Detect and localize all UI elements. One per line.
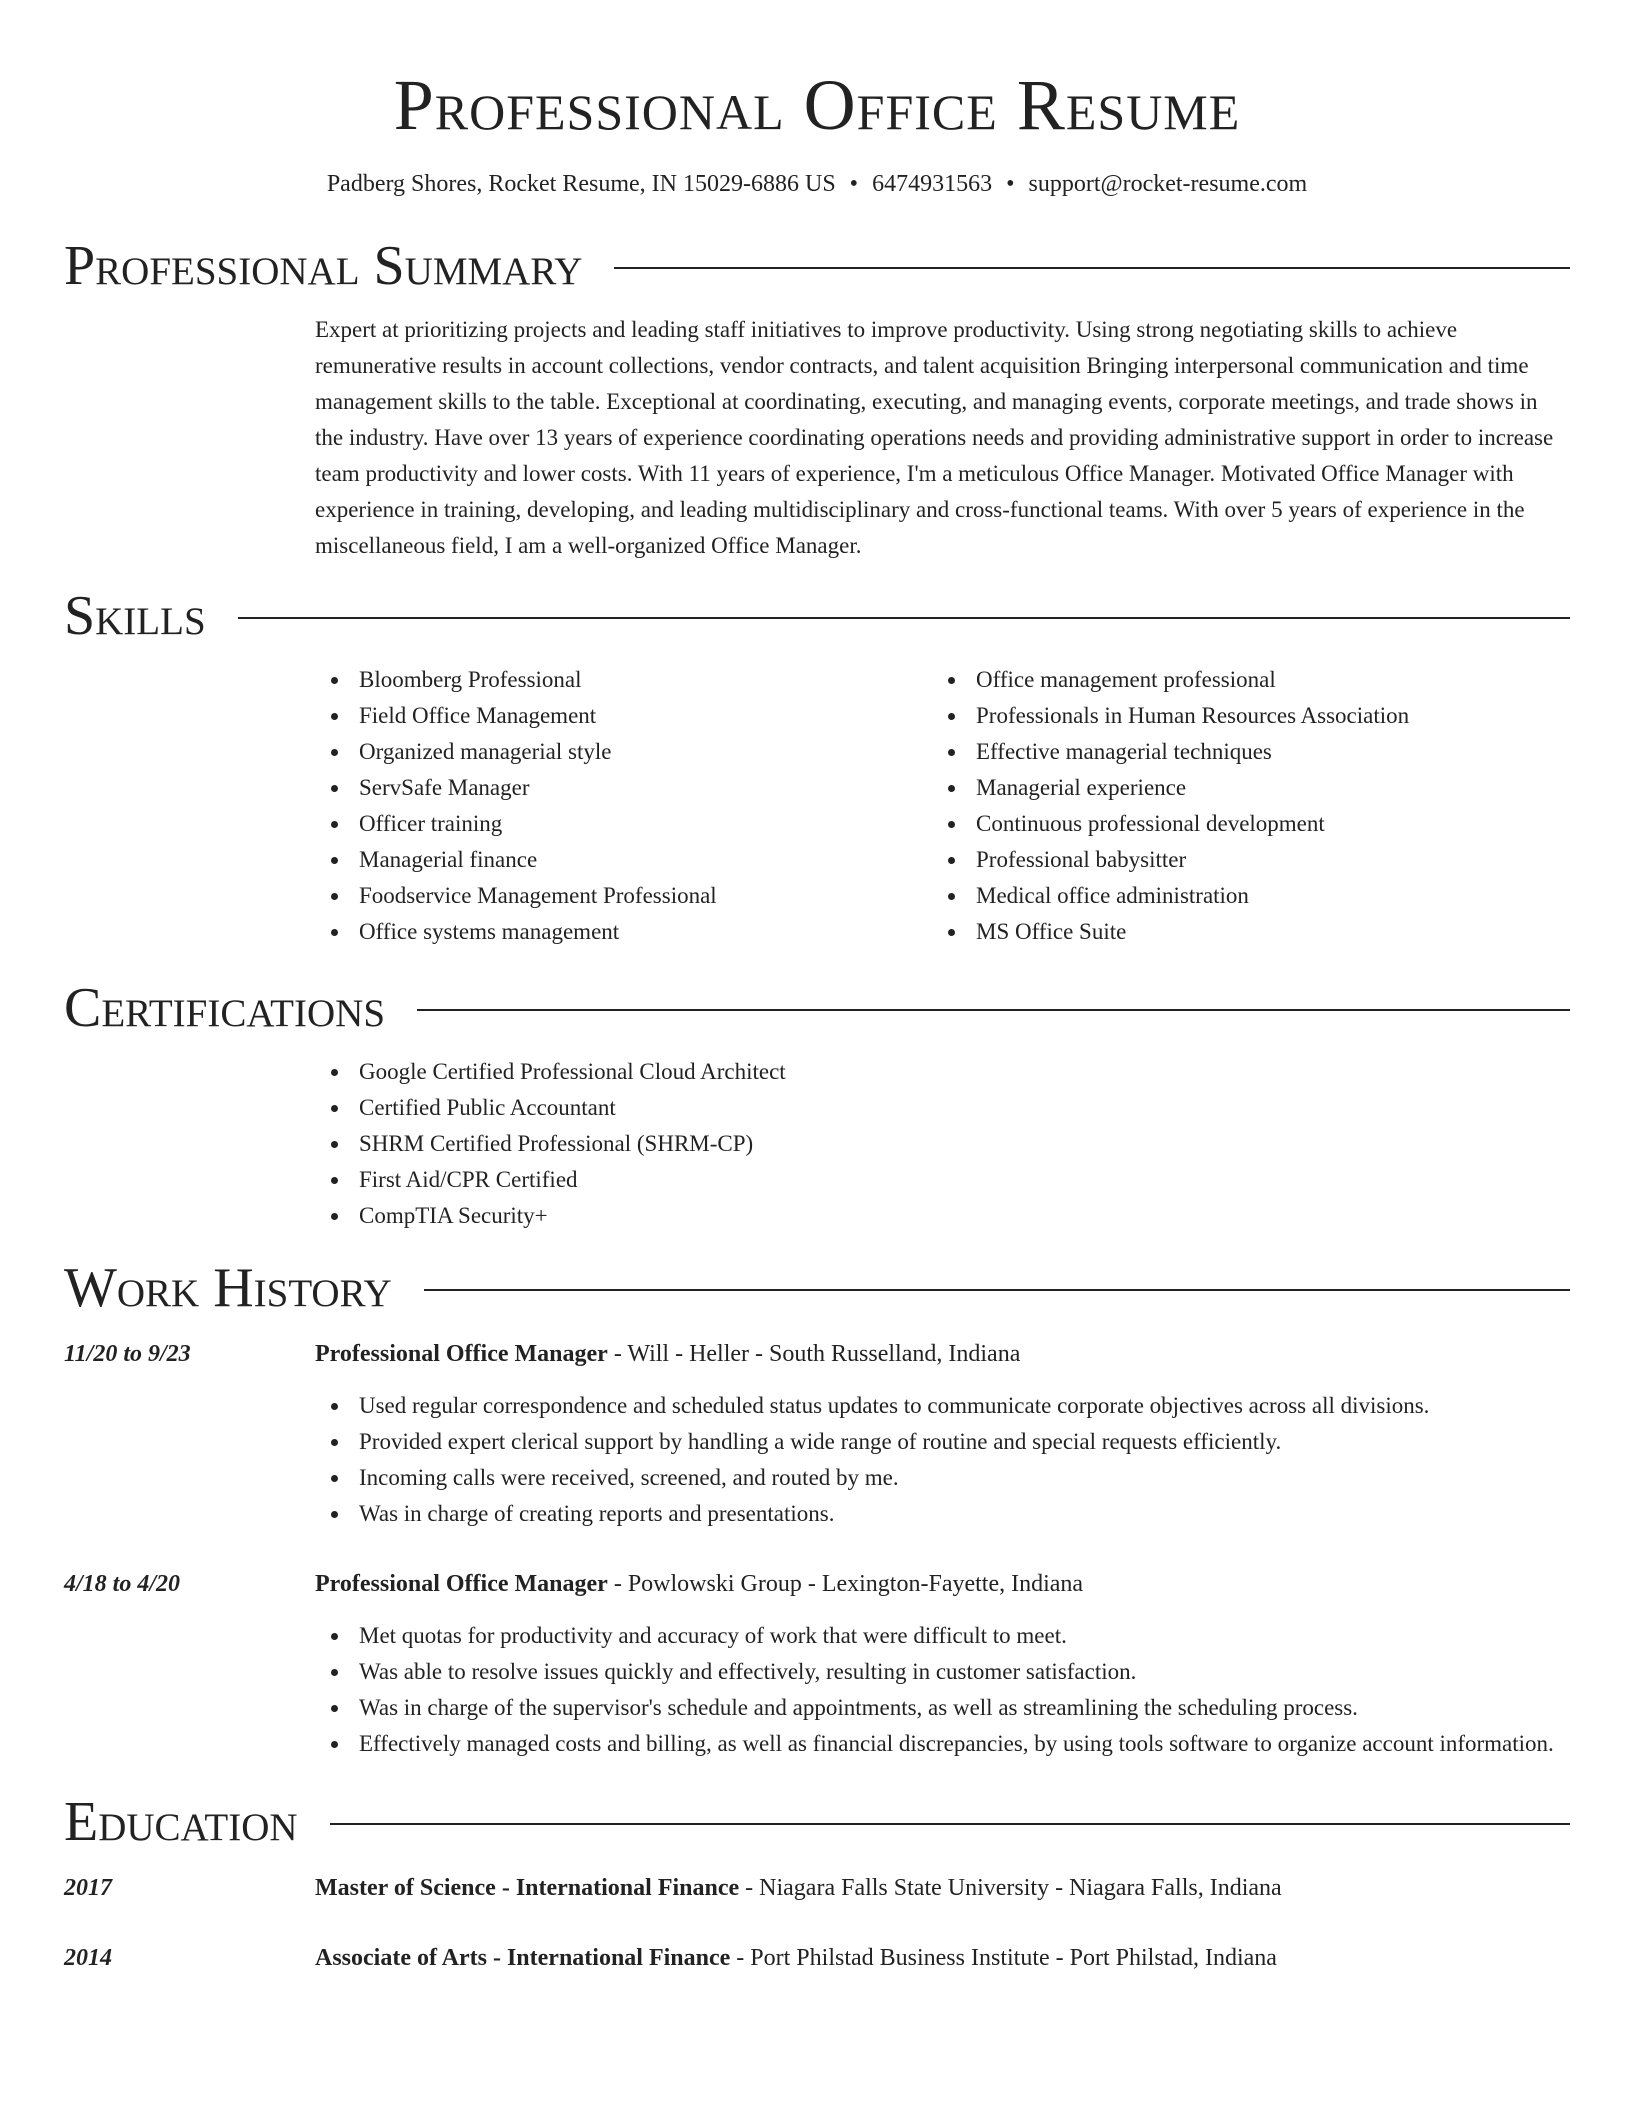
resume-name: Professional Office Resume xyxy=(393,65,1241,145)
contact-email: support@rocket-resume.com xyxy=(1028,171,1308,197)
certifications-section xyxy=(315,1054,1570,1234)
education-year: 2017 xyxy=(64,1875,112,1901)
skill-item: MS Office Suite xyxy=(976,914,1549,950)
job-dates: 11/20 to 9/23 xyxy=(64,1341,191,1367)
certification-item: Google Certified Professional Cloud Architect xyxy=(359,1054,1570,1090)
contact-separator: • xyxy=(849,171,859,197)
skill-item: Managerial finance xyxy=(359,842,932,878)
job-title-line xyxy=(315,1336,1570,1372)
section-divider xyxy=(424,1289,1570,1291)
skill-item: Office systems management xyxy=(359,914,932,950)
skill-item: Professional babysitter xyxy=(976,842,1549,878)
certification-item: First Aid/CPR Certified xyxy=(359,1162,1570,1198)
education-heading: Education xyxy=(64,1791,298,1853)
education-details xyxy=(315,1870,1570,1906)
contact-phone: 6474931563 xyxy=(872,171,993,197)
summary-text: Expert at prioritizing projects and leading staff initiatives to improve productivity. Using strong negotiating skills to achieve remunerative results in account collections, vendor contracts, and talent acquisition Bringing interpersonal communication and time management skills to the table. Exceptional at coordinating, executing, and managing events, corporate meetings, and trade shows in the industry. Have over 13 years of experience coordinating operations needs and providing administrative support in order to increase team productivity and lower costs. With 11 years of experience, I'm a meticulous Office Manager. Motivated Office Manager with experience in training, developing, and leading multidisciplinary and cross-functional teams. With over 5 years of experience in the miscellaneous field, I am a well-organized Office Manager. xyxy=(315,317,1554,558)
summary-section-header xyxy=(64,234,1570,298)
certifications-section-header xyxy=(64,976,1570,1040)
skill-item: Office management professional xyxy=(976,662,1549,698)
section-divider xyxy=(614,267,1570,269)
work-section-header xyxy=(64,1256,1570,1320)
skill-item: Organized managerial style xyxy=(359,734,932,770)
work-heading: Work History xyxy=(64,1257,392,1319)
certification-item: SHRM Certified Professional (SHRM-CP) xyxy=(359,1126,1570,1162)
job-title: Professional Office Manager xyxy=(315,1571,608,1597)
skill-item: Professionals in Human Resources Association xyxy=(976,698,1549,734)
skill-item: Effective managerial techniques xyxy=(976,734,1549,770)
skill-item: Bloomberg Professional xyxy=(359,662,932,698)
contact-line xyxy=(64,168,1570,200)
summary-section xyxy=(315,312,1570,564)
skills-list-left xyxy=(315,662,932,950)
job-bullet: Met quotas for productivity and accuracy of work that were difficult to meet. xyxy=(359,1618,1570,1654)
section-divider xyxy=(238,617,1570,619)
job-bullet: Was in charge of the supervisor's schedule and appointments, as well as streamlining the scheduling process. xyxy=(359,1690,1570,1726)
education-section-header xyxy=(64,1790,1570,1854)
skills-column-left xyxy=(315,662,932,950)
job-title-line xyxy=(315,1566,1570,1602)
job-employer: - Will - Heller - South Russelland, Indiana xyxy=(607,1341,1021,1367)
education-school: - Port Philstad Business Institute - Port Philstad, Indiana xyxy=(730,1945,1277,1971)
skill-item: Medical office administration xyxy=(976,878,1549,914)
skills-column-right xyxy=(932,662,1549,950)
skills-section xyxy=(315,662,1570,950)
education-details xyxy=(315,1940,1570,1976)
education-entry xyxy=(64,1940,1570,1976)
education-line xyxy=(315,1870,1570,1906)
job-details xyxy=(315,1566,1570,1762)
job-employer: - Powlowski Group - Lexington-Fayette, Indiana xyxy=(607,1571,1084,1597)
education-line xyxy=(315,1940,1570,1976)
skill-item: Managerial experience xyxy=(976,770,1549,806)
skills-grid xyxy=(315,662,1570,950)
education-entry xyxy=(64,1870,1570,1906)
education-school: - Niagara Falls State University - Niagara Falls, Indiana xyxy=(739,1875,1282,1901)
job-bullet: Used regular correspondence and scheduled status updates to communicate corporate objectives across all divisions. xyxy=(359,1388,1570,1424)
education-degree: Associate of Arts - International Finance xyxy=(315,1945,731,1971)
contact-address: Padberg Shores, Rocket Resume, IN 15029-6886 US xyxy=(326,171,836,197)
job-bullet: Effectively managed costs and billing, as well as financial discrepancies, by using tools software to organize account information. xyxy=(359,1726,1570,1762)
job-entry xyxy=(64,1336,1570,1532)
certification-item: Certified Public Accountant xyxy=(359,1090,1570,1126)
job-bullets xyxy=(315,1618,1570,1762)
skill-item: Officer training xyxy=(359,806,932,842)
certifications-list xyxy=(315,1054,1570,1234)
resume-page xyxy=(64,0,1570,1976)
skill-item: Field Office Management xyxy=(359,698,932,734)
skill-item: Continuous professional development xyxy=(976,806,1549,842)
education-year: 2014 xyxy=(64,1945,112,1971)
job-entry xyxy=(64,1566,1570,1762)
section-divider xyxy=(417,1009,1570,1011)
job-bullet: Provided expert clerical support by handling a wide range of routine and special requests efficiently. xyxy=(359,1424,1570,1460)
skills-section-header xyxy=(64,584,1570,648)
job-bullets xyxy=(315,1388,1570,1532)
job-title: Professional Office Manager xyxy=(315,1341,608,1367)
job-bullet: Incoming calls were received, screened, and routed by me. xyxy=(359,1460,1570,1496)
education-degree: Master of Science - International Finance xyxy=(315,1875,740,1901)
summary-heading: Professional Summary xyxy=(64,235,583,297)
certifications-heading: Certifications xyxy=(64,977,386,1039)
section-divider xyxy=(330,1823,1570,1825)
certification-item: CompTIA Security+ xyxy=(359,1198,1570,1234)
job-bullet: Was in charge of creating reports and presentations. xyxy=(359,1496,1570,1532)
job-details xyxy=(315,1336,1570,1532)
job-bullet: Was able to resolve issues quickly and effectively, resulting in customer satisfaction. xyxy=(359,1654,1570,1690)
skills-list-right xyxy=(932,662,1549,950)
skill-item: Foodservice Management Professional xyxy=(359,878,932,914)
contact-separator: • xyxy=(1006,171,1015,197)
job-dates: 4/18 to 4/20 xyxy=(64,1571,181,1597)
skills-heading: Skills xyxy=(64,585,206,647)
skill-item: ServSafe Manager xyxy=(359,770,932,806)
